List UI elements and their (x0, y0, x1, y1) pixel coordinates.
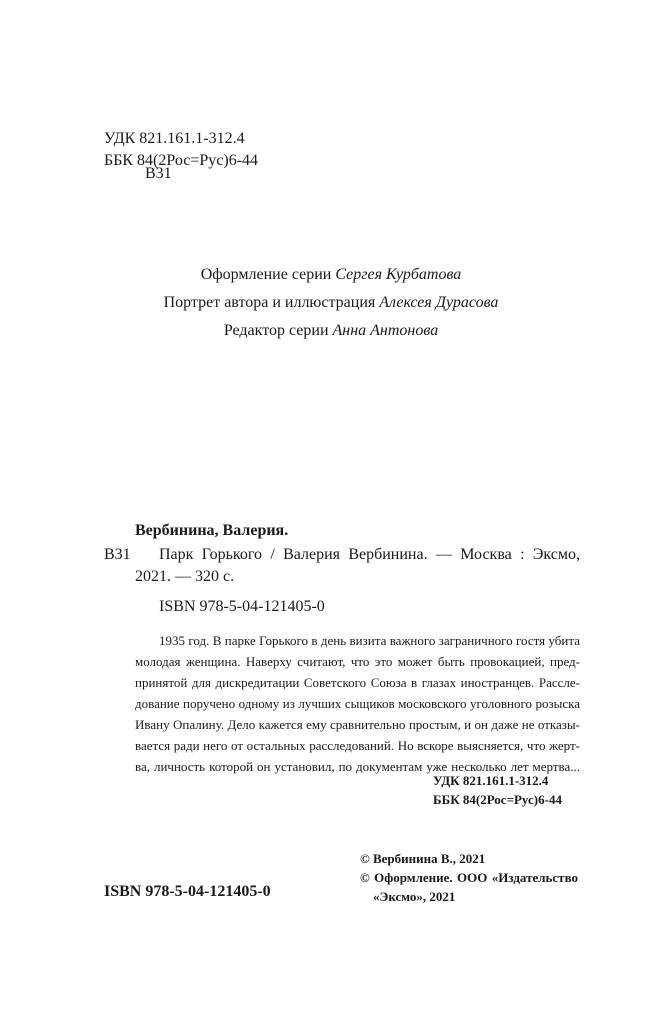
annotation (135, 630, 580, 777)
credit-name: Алексея Дурасова (379, 294, 499, 311)
copyright-author: © Вербинина В., 2021 (360, 851, 486, 866)
annotation-line: Ивану Опалину. Дело кажется ему сравнительно простым, и он даже не отказы- (135, 717, 580, 732)
bib-title-line: Парк Горького / Валерия Вербинина. — Москва : Эксмо, (159, 546, 580, 563)
annotation-line: ва, личность которой он установил, по документам уже несколько лет мертва... (135, 759, 580, 774)
credit-name: Анна Антонова (332, 322, 439, 339)
credit-name: Сергея Курбатова (335, 266, 462, 283)
copyright-design-line2: «Эксмо», 2021 (373, 889, 456, 904)
bbk-code-top: ББК 84(2Рос=Рус)6-44 (104, 152, 259, 169)
bib-isbn: ISBN 978-5-04-121405-0 (159, 598, 325, 615)
credit-series-design (0, 264, 662, 286)
credit-role: Оформление серии (200, 266, 332, 283)
credit-role: Портрет автора и иллюстрация (163, 294, 376, 311)
annotation-line: принятой для дискредитации Советского Союза в глазах иностранцев. Рассле- (135, 675, 580, 690)
annotation-line: молодая женщина. Наверху считают, что это может быть провокацией, пред- (135, 654, 580, 669)
bib-author-mark: В31 (104, 546, 131, 563)
copyright-design-line1: © Оформление. ООО «Издательство (360, 870, 578, 885)
credit-series-editor (0, 320, 662, 342)
udk-code-top: УДК 821.161.1-312.4 (104, 130, 245, 147)
credit-role: Редактор серии (223, 322, 329, 339)
bib-author-heading: Вербинина, Валерия. (135, 522, 289, 539)
author-mark-top: В31 (145, 165, 172, 182)
bbk-code-bottom: ББК 84(2Рос=Рус)6-44 (433, 792, 562, 807)
credit-portrait-illustration (0, 292, 662, 314)
annotation-line: вается ради него от остальных расследований. Но вскоре выясняется, что жерт- (135, 738, 580, 753)
annotation-line: дование поручено одному из лучших сыщиков московского уголовного розыска (135, 696, 580, 711)
bib-imprint-line: 2021. — 320 с. (135, 568, 235, 585)
annotation-line: 1935 год. В парке Горького в день визита важного заграничного гостя убита (159, 633, 580, 648)
footer-isbn: ISBN 978-5-04-121405-0 (104, 883, 271, 900)
udk-code-bottom: УДК 821.161.1-312.4 (433, 773, 549, 788)
